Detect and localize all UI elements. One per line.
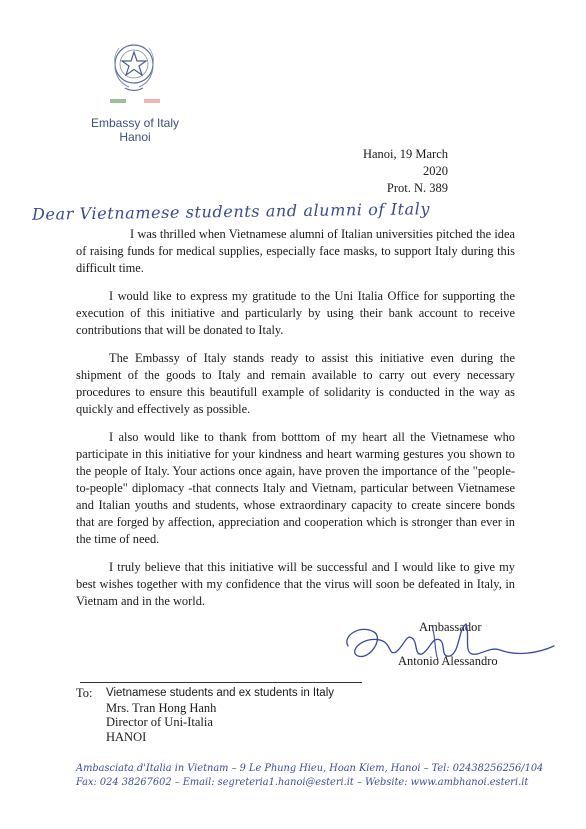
- flag-stripe-red: [144, 99, 160, 103]
- protocol-number: Prot. N. 389: [386, 181, 448, 195]
- body-paragraph-5: I truly believe that this initiative will be successful and I would like to give my best wishes together with my confidence that the virus will soon be defeated in Italy, in Vietnam and in the world.: [76, 560, 515, 608]
- body-paragraph-4: I also would like to thank from botttom of my heart all the Vietnamese who participate in this initiative for your kindness and heart warming gestures you shown to the people of Italy. Your actions once again, have proven the importance of the "people-to-people" diplomacy -that connects Italy and Vietnam, particular between Vietnamese and Italian youths and students, whose extraordinary capacity to create sincere bonds that are forged by affection, appreciation and cooperation which is stronger than ever in the time of need.: [76, 430, 515, 546]
- recipient-role: Director of Uni-Italia: [106, 715, 213, 729]
- divider-line: [80, 682, 362, 683]
- letter-body: [76, 226, 515, 621]
- embassy-name: [80, 116, 190, 144]
- to-label: To:: [76, 686, 93, 700]
- embassy-line-1: Embassy of Italy: [90, 116, 180, 130]
- body-paragraph-3: The Embassy of Italy stands ready to assist this initiative even during the shipment of the goods to Italy and remain available to carry out every necessary procedures to ensure this beautifull example of solidarity is conducted in the way as quickly and effectively as possible.: [76, 351, 515, 416]
- flag-stripe-green: [110, 99, 126, 103]
- signoff-name: Antonio Alessandro: [398, 654, 498, 668]
- handwritten-salutation: Dear Vietnamese students and alumni of Italy: [31, 199, 431, 224]
- embassy-line-2: Hanoi: [119, 130, 151, 144]
- signoff-title: Ambassador: [419, 620, 482, 634]
- letter-date: Hanoi, 19 March 2020: [362, 147, 448, 178]
- recipient-person: Mrs. Tran Hong Hanh: [106, 700, 217, 715]
- italian-emblem-icon: [107, 38, 161, 94]
- body-paragraph-2: I would like to express my gratitude to the Uni Italia Office for supporting the execution of this initiative and particularly by using their bank account to receive contributions that will be donated to Italy.: [76, 289, 515, 337]
- footer-contacts: Fax: 024 38267602 – Email: segreteria1.hanoi@esteri.it – Website: www.ambhanoi.esteri.it: [76, 777, 529, 788]
- letter-footer: [76, 762, 544, 790]
- recipient-block: [76, 686, 334, 744]
- body-paragraph-1: I was thrilled when Vietnamese alumni of Italian universities pitched the idea of raising funds for medical supplies, especially face masks, to support Italy during this difficult time.: [76, 227, 515, 275]
- recipient-group: Vietnamese students and ex students in Italy: [106, 687, 335, 699]
- recipient-city: HANOI: [106, 729, 147, 744]
- date-block: [340, 146, 448, 197]
- footer-address: Ambasciata d'Italia in Vietnam – 9 Le Phung Hieu, Hoan Kiem, Hanoi – Tel: 02438256256/104: [76, 763, 544, 774]
